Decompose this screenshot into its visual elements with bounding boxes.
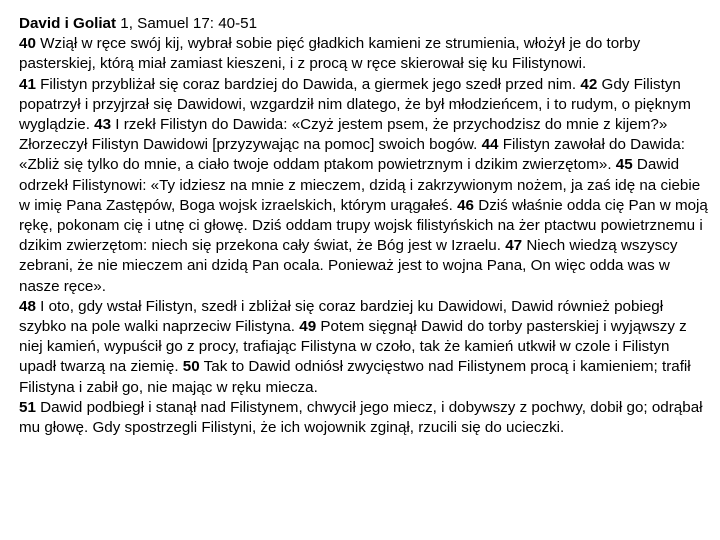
paragraph-4	[19, 398, 709, 438]
paragraph-1	[19, 34, 709, 74]
document-page	[19, 14, 709, 438]
verse-text: Niech wiedzą wszyscy zebrani, że nie mieczem ani dzidą Pan ocala. Ponieważ jest to wojna Pana, On więc odda was w nasze ręce».	[19, 237, 678, 295]
verse-number: 44	[481, 136, 499, 154]
verse-number: 46	[457, 196, 475, 214]
heading	[19, 14, 709, 34]
verse-text: Wziął w ręce swój kij, wybrał sobie pięć gładkich kamieni ze strumienia, włożył je do torby pasterskiej, którą miał zamiast kieszeni, i z procą w ręce skierował się ku Filistynowi.	[19, 35, 641, 73]
verse-text: Dziś właśnie odda cię Pan w moją rękę, pokonam cię i utnę ci głowę. Dziś oddam trupy wojsk filistyńskich na żer ptactwu powietrznemu i dzikim zwierzętom: niech się przekona cały świat, że Bóg jest w Izraelu.	[19, 196, 708, 255]
verse-text: Filistyn przybliżał się coraz bardziej do Dawida, a giermek jego szedł przed nim.	[40, 75, 577, 93]
verse-number: 49	[299, 318, 317, 336]
verse-number: 51	[19, 398, 36, 416]
verse-number: 47	[505, 237, 523, 255]
verse-number: 42	[580, 75, 598, 93]
verse-number: 41	[19, 75, 36, 93]
verse-text: Tak to Dawid odniósł zwycięstwo nad Filistynem procą i kamieniem; trafił Filistyna i zabił go, nie mając w ręku miecza.	[19, 358, 691, 396]
verse-number: 40	[19, 35, 36, 53]
verse-number: 48	[19, 297, 36, 315]
scripture-reference: 1, Samuel 17: 40-51	[120, 15, 258, 32]
paragraph-3	[19, 297, 709, 398]
verse-text: Gdy Filistyn popatrzył i przyjrzał się Dawidowi, wzgardził nim dlatego, że był młodzieńcem, i to rudym, o pięknym wyglądzie.	[19, 75, 691, 134]
verse-text: Potem sięgnął Dawid do torby pasterskiej i wyjąwszy z niej kamień, wypuścił go z procy, trafiając Filistyna w czoło, tak że kamień utkwił w czole i Filistyn upadł twarzą na ziemię.	[19, 318, 687, 376]
document-title: David i Goliat	[19, 15, 117, 32]
paragraph-2	[19, 75, 709, 297]
verse-number: 43	[94, 116, 112, 134]
verse-number: 45	[615, 156, 633, 174]
verse-number: 50	[182, 358, 200, 376]
verse-text: Filistyn zawołał do Dawida: «Zbliż się tylko do mnie, a ciało twoje oddam ptakom powietrznym i dzikim zwierzętom».	[19, 136, 686, 174]
verse-text: Dawid podbiegł i stanął nad Filistynem, chwycił jego miecz, i dobywszy z pochwy, dobił go; odrąbał mu głowę. Gdy spostrzegli Filistyni, że ich wojownik zginął, rzucili się do ucieczki.	[19, 398, 703, 437]
verse-text: I rzekł Filistyn do Dawida: «Czyż jestem psem, że przychodzisz do mnie z kijem?» Złorzeczył Filistyn Dawidowi [przyzywając na pomoc] swoich bogów.	[19, 116, 668, 154]
verse-text: Dawid odrzekł Filistynowi: «Ty idziesz na mnie z mieczem, dzidą i zakrzywionym nożem, ja zaś idę na ciebie w imię Pana Zastępów, Boga wojsk izraelskich, którym urągałeś.	[19, 156, 701, 214]
verse-text: I oto, gdy wstał Filistyn, szedł i zbliżał się coraz bardziej ku Dawidowi, Dawid również pobiegł szybko na pole walki naprzeciw Filistyna.	[19, 297, 664, 336]
